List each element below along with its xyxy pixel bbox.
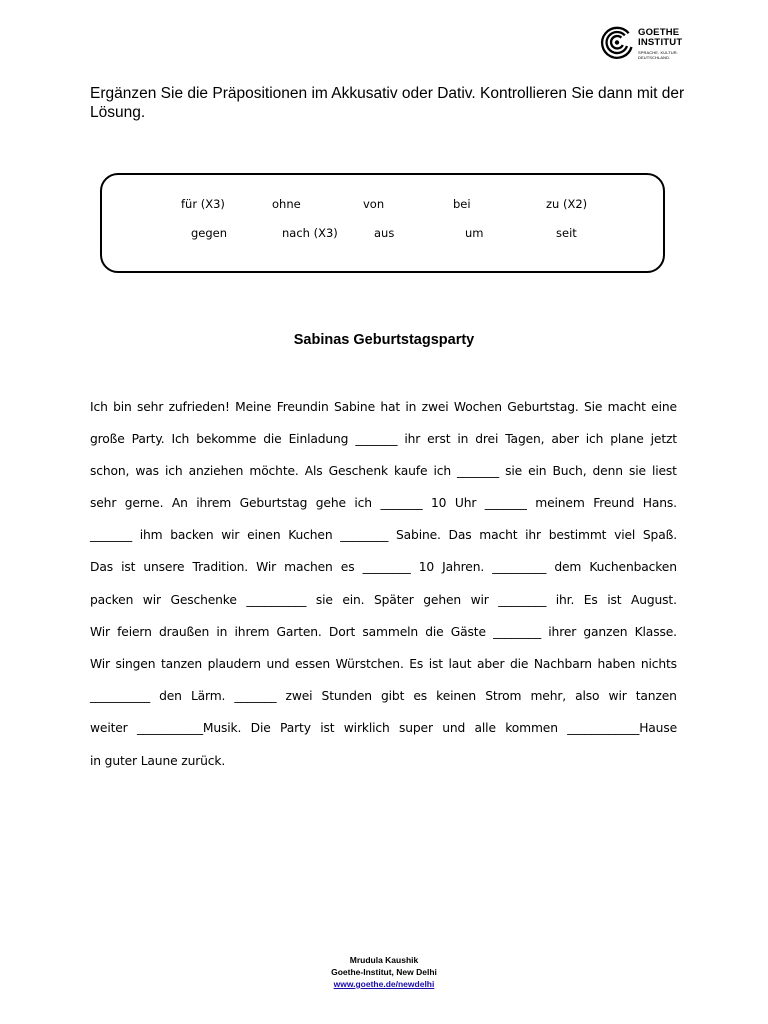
word-bank-box xyxy=(100,173,665,273)
story-word: 10 xyxy=(430,496,447,510)
page-footer xyxy=(0,954,768,990)
story-word: Jahren. xyxy=(442,560,485,574)
story-word: Kuchenbacken xyxy=(589,560,677,574)
story-word: gehen xyxy=(423,593,462,607)
story-word: gehe xyxy=(315,496,346,510)
story-word: Wir xyxy=(90,657,110,671)
story-word: Wir xyxy=(256,560,277,574)
story-word: gibt xyxy=(381,689,405,703)
word-bank-item: für (X3) xyxy=(181,197,225,211)
story-word: aber xyxy=(477,657,505,671)
story-word: Tradition. xyxy=(192,560,248,574)
word-bank-item: bei xyxy=(453,197,471,211)
story-word: Kuchen xyxy=(288,528,333,542)
story-word: meinem xyxy=(535,496,585,510)
story-word: ich xyxy=(433,464,451,478)
story-word: denn xyxy=(592,464,623,478)
story-word: ________ xyxy=(498,593,547,607)
story-line xyxy=(90,657,677,671)
story-word: drei xyxy=(475,432,499,446)
story-word: liest xyxy=(651,464,677,478)
story-word: Geburtstag xyxy=(239,496,308,510)
story-word: wir xyxy=(608,689,627,703)
story-word: weiter xyxy=(90,721,128,735)
story-word: ____________Hause xyxy=(567,721,677,735)
story-line xyxy=(90,528,677,542)
story-word: essen xyxy=(295,657,331,671)
story-word: Garten. xyxy=(276,625,322,639)
story-word: sie xyxy=(505,464,523,478)
story-word: Party. xyxy=(131,432,165,446)
story-word: Würstchen. xyxy=(335,657,404,671)
story-word: Nachbarn xyxy=(533,657,592,671)
story-word: sie xyxy=(315,593,333,607)
word-bank-item: seit xyxy=(556,226,577,240)
story-line xyxy=(90,689,677,703)
word-bank-item: gegen xyxy=(191,226,228,240)
story-word: kaufe xyxy=(394,464,428,478)
story-word: ________ xyxy=(340,528,389,542)
story-word: eine xyxy=(651,400,677,414)
story-word: den xyxy=(159,689,182,703)
story-word: wir xyxy=(142,593,161,607)
story-word: Das xyxy=(448,528,472,542)
story-word: _______ xyxy=(457,464,500,478)
story-word: ihrem xyxy=(196,496,232,510)
story-word: Party xyxy=(280,721,311,735)
story-word: ihm xyxy=(139,528,163,542)
story-word: Das xyxy=(90,560,113,574)
story-word: und xyxy=(266,657,290,671)
word-bank-item: von xyxy=(363,197,385,211)
story-title: Sabinas Geburtstagsparty xyxy=(293,332,475,348)
story-word: Freund xyxy=(593,496,635,510)
story-word: Uhr xyxy=(454,496,477,510)
story-word: macht xyxy=(479,528,518,542)
logo-tagline: SPRACHE. KULTUR. DEUTSCHLAND. xyxy=(638,50,678,60)
story-word: es xyxy=(413,689,428,703)
story-word: große xyxy=(90,432,125,446)
story-word: Wir xyxy=(90,625,110,639)
story-word: singen xyxy=(115,657,156,671)
story-line xyxy=(90,593,677,607)
story-word: haben xyxy=(597,657,636,671)
story-line xyxy=(90,432,677,446)
story-word: unsere xyxy=(143,560,185,574)
story-word: mehr, xyxy=(530,689,567,703)
story-word: backen xyxy=(170,528,214,542)
logo-line-1: GOETHE xyxy=(638,27,680,38)
story-word: super xyxy=(398,721,433,735)
story-word: alle xyxy=(474,721,496,735)
story-word: in xyxy=(216,625,228,639)
story-word: _______ xyxy=(380,496,423,510)
story-word: bin xyxy=(113,400,132,414)
story-word: ihr xyxy=(404,432,421,446)
goethe-logo xyxy=(599,25,681,61)
story-word: bekomme xyxy=(196,432,257,446)
exercise-instruction: Ergänzen Sie die Präpositionen im Akkusativ oder Dativ. Kontrollieren Sie dann mit der Lösung. xyxy=(90,85,685,121)
story-word: Geburtstag. xyxy=(507,400,579,414)
story-word: hat xyxy=(380,400,401,414)
story-word: viel xyxy=(614,528,636,542)
story-word: bestimmt xyxy=(548,528,607,542)
story-word: ich xyxy=(585,432,604,446)
story-word: Es xyxy=(583,593,598,607)
story-word: _______ xyxy=(484,496,527,510)
story-word: die xyxy=(425,625,444,639)
story-word: sehr xyxy=(90,496,117,510)
story-word: ich xyxy=(354,496,372,510)
story-word: ________ xyxy=(493,625,542,639)
story-word: wir xyxy=(221,528,240,542)
story-line xyxy=(90,496,677,510)
logo-line-2: INSTITUT xyxy=(638,37,683,48)
goethe-logo-icon xyxy=(599,25,635,61)
story-word: plaudern xyxy=(207,657,261,671)
story-word: aber xyxy=(551,432,579,446)
story-line xyxy=(90,560,677,574)
story-word: machen xyxy=(284,560,333,574)
story-word: also xyxy=(575,689,600,703)
story-word: An xyxy=(171,496,188,510)
story-word: ihrer xyxy=(548,625,577,639)
story-word: ein xyxy=(528,464,547,478)
story-word: Einladung xyxy=(288,432,349,446)
story-word: zwei xyxy=(285,689,313,703)
story-word: draußen xyxy=(158,625,210,639)
story-word: kommen xyxy=(505,721,558,735)
story-word: _______ xyxy=(90,528,132,542)
story-word: ist xyxy=(320,721,335,735)
story-word: dem xyxy=(554,560,582,574)
footer-institute: Goethe-Institut, New Delhi xyxy=(331,967,437,977)
story-word: ein. xyxy=(342,593,365,607)
story-word: ________ xyxy=(362,560,411,574)
story-word: ihr xyxy=(525,528,541,542)
story-word: ist xyxy=(607,593,622,607)
story-word: _______ xyxy=(234,689,277,703)
story-word: Gäste xyxy=(450,625,486,639)
story-word: wir xyxy=(470,593,489,607)
story-word: Lärm. xyxy=(190,689,226,703)
logo-wordmark xyxy=(638,28,682,48)
story-word: sie xyxy=(628,464,646,478)
story-word: tanzen xyxy=(635,689,677,703)
story-word: Meine xyxy=(235,400,272,414)
story-word: zwei xyxy=(421,400,449,414)
story-word: die xyxy=(263,432,282,446)
story-word: sammeln xyxy=(362,625,419,639)
story-word: Strom xyxy=(485,689,522,703)
footer-website-link[interactable]: www.goethe.de/newdelhi xyxy=(333,979,435,989)
story-word: 10 xyxy=(418,560,435,574)
story-word: Ich xyxy=(171,432,190,446)
story-word: keinen xyxy=(436,689,477,703)
story-word: zufrieden! xyxy=(168,400,230,414)
story-word: Wochen xyxy=(453,400,502,414)
story-word: Später xyxy=(374,593,414,607)
story-word: und xyxy=(442,721,466,735)
story-word: packen xyxy=(90,593,134,607)
story-word: wirklich xyxy=(343,721,390,735)
story-word: schon, xyxy=(90,464,130,478)
story-word: Klasse. xyxy=(634,625,677,639)
word-bank-item: aus xyxy=(374,226,395,240)
story-word: Es xyxy=(409,657,424,671)
word-bank-item: nach (X3) xyxy=(282,226,338,240)
story-word: __________ xyxy=(90,689,150,703)
story-word: ihr. xyxy=(555,593,575,607)
story-word: laut xyxy=(448,657,472,671)
story-line xyxy=(90,400,677,414)
story-word: ganzen xyxy=(583,625,628,639)
story-word: feiern xyxy=(117,625,152,639)
story-word: _______ xyxy=(355,432,398,446)
story-word: __________ xyxy=(246,593,307,607)
story-word: tanzen xyxy=(160,657,203,671)
story-line xyxy=(90,625,677,639)
story-word: ist xyxy=(428,657,443,671)
story-word: ihrem xyxy=(234,625,270,639)
story-word: Hans. xyxy=(642,496,677,510)
story-word: macht xyxy=(607,400,646,414)
story-word: August. xyxy=(630,593,677,607)
word-bank-item: um xyxy=(465,226,484,240)
story-word: Geschenke xyxy=(170,593,237,607)
word-bank-item: ohne xyxy=(272,197,301,211)
footer-author: Mrudula Kaushik xyxy=(349,955,419,965)
story-word: in xyxy=(457,432,469,446)
story-word: Sabine xyxy=(333,400,375,414)
story-word: ich xyxy=(164,464,183,478)
story-word: jetzt xyxy=(650,432,677,446)
story-word: die xyxy=(509,657,529,671)
story-word: Stunden xyxy=(321,689,372,703)
story-word: anziehen xyxy=(188,464,244,478)
word-bank-item: zu (X2) xyxy=(546,197,588,211)
story-word: erst xyxy=(427,432,451,446)
story-word: Geschenk xyxy=(328,464,388,478)
story-word: es xyxy=(340,560,355,574)
story-word: Dort xyxy=(328,625,356,639)
story-line: in guter Laune zurück. xyxy=(90,754,226,768)
story-word: Freundin xyxy=(276,400,329,414)
story-word: sehr xyxy=(137,400,164,414)
story-word: in xyxy=(405,400,417,414)
story-word: einen xyxy=(247,528,281,542)
story-line xyxy=(90,464,677,478)
story-word: was xyxy=(135,464,159,478)
story-word: Tagen, xyxy=(505,432,545,446)
story-word: Spaß. xyxy=(642,528,677,542)
story-word: Ich xyxy=(90,400,108,414)
story-word: plane xyxy=(610,432,644,446)
story-word: Sabine. xyxy=(396,528,441,542)
story-word: Buch, xyxy=(552,464,587,478)
story-word: Sie xyxy=(583,400,603,414)
story-word: ist xyxy=(121,560,136,574)
story-word: möchte. xyxy=(249,464,299,478)
story-line xyxy=(90,721,677,735)
story-word: ___________Musik. xyxy=(136,721,242,735)
story-word: nichts xyxy=(640,657,677,671)
story-word: Als xyxy=(304,464,323,478)
story-word: _________ xyxy=(492,560,547,574)
story-word: Die xyxy=(250,721,271,735)
story-word: gerne. xyxy=(124,496,164,510)
